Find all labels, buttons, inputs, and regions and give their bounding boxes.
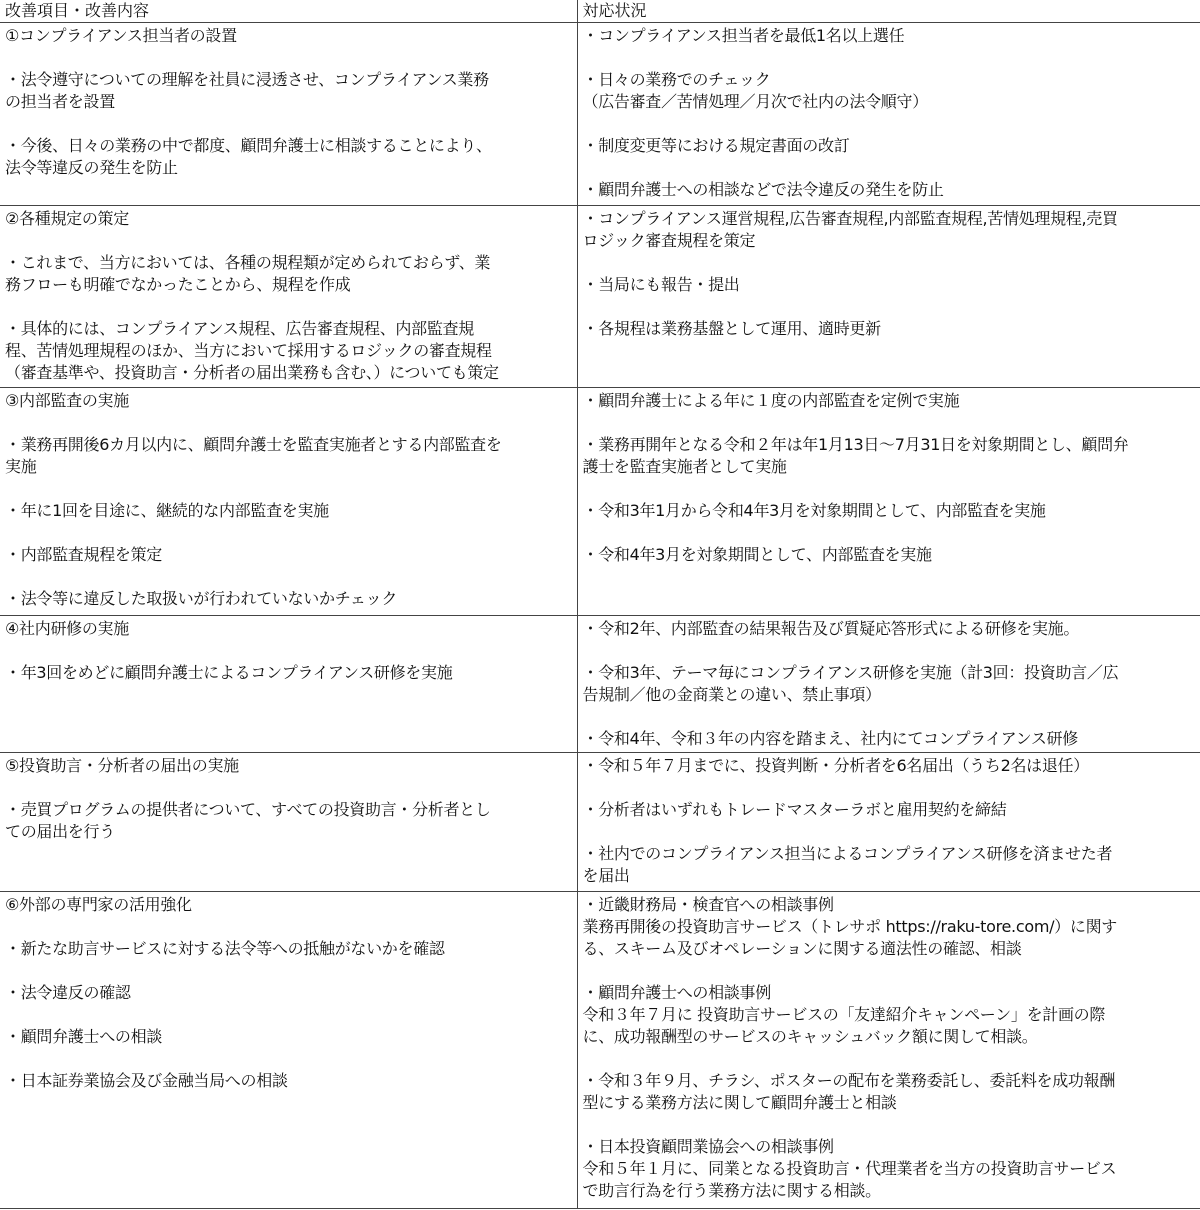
text-line bbox=[5, 113, 573, 135]
improvement-cell bbox=[0, 892, 577, 1209]
text-line: 程、苦情処理規程のほか、当方において採用するロジックの審査規程 bbox=[5, 341, 492, 360]
improvement-cell bbox=[0, 753, 577, 892]
text-line bbox=[5, 478, 573, 500]
text-line bbox=[583, 296, 1197, 318]
text-line bbox=[583, 777, 1197, 799]
text-line: ・日本証券業協会及び金融当局への相談 bbox=[5, 1071, 288, 1090]
text-line: 実施 bbox=[5, 457, 37, 476]
text-line: （審査基準や、投資助言・分析者の届出業務も含む、）についても策定 bbox=[5, 363, 499, 382]
text-line: ・令和2年、内部監査の結果報告及び質疑応答形式による研修を実施。 bbox=[582, 619, 1080, 638]
text-line: ⑤投資助言・分析者の届出の実施 bbox=[5, 756, 239, 775]
text-line: 務フローも明確でなかったことから、規程を作成 bbox=[5, 275, 351, 294]
text-line: ・各規程は業務基盤として運用、適時更新 bbox=[582, 319, 881, 338]
text-line bbox=[5, 777, 573, 799]
status-cell bbox=[577, 206, 1200, 388]
text-line: ・コンプライアンス運営規程,広告審査規程,内部監査規程,苦情処理規程,売買 bbox=[582, 209, 1118, 228]
text-line: ・令和3年、テーマ毎にコンプライアンス研修を実施（計3回：投資助言／広 bbox=[582, 663, 1119, 682]
table-row bbox=[0, 206, 1200, 388]
table-row bbox=[0, 616, 1200, 753]
text-line: ・これまで、当方においては、各種の規程類が定められておらず、業 bbox=[5, 253, 491, 272]
status-cell bbox=[577, 23, 1200, 206]
improvement-cell bbox=[0, 388, 577, 616]
text-line: ・業務再開年となる令和２年は年1月13日〜7月31日を対象期間とし、顧問弁 bbox=[582, 435, 1129, 454]
text-line: ・日々の業務でのチェック bbox=[582, 70, 771, 89]
status-cell bbox=[577, 616, 1200, 753]
text-line: に、成功報酬型のサービスのキャッシュバック額に関して相談。 bbox=[582, 1027, 1038, 1046]
text-line: ・具体的には、コンプライアンス規程、広告審査規程、内部監査規 bbox=[5, 319, 474, 338]
text-line bbox=[583, 1114, 1197, 1136]
text-line: ・社内でのコンプライアンス担当によるコンプライアンス研修を済ませた者 bbox=[582, 844, 1113, 863]
text-line bbox=[583, 412, 1197, 434]
text-line bbox=[583, 113, 1197, 135]
text-line bbox=[583, 640, 1197, 662]
text-line: ・新たな助言サービスに対する法令等への抵触がないかを確認 bbox=[5, 939, 445, 958]
text-line: ・今後、日々の業務の中で都度、顧問弁護士に相談することにより、 bbox=[5, 136, 492, 155]
text-line bbox=[5, 230, 573, 252]
text-line bbox=[583, 47, 1197, 69]
text-line: ・令和５年７月までに、投資判断・分析者を6名届出（うち2名は退任） bbox=[582, 756, 1089, 775]
text-line bbox=[5, 1048, 573, 1070]
text-line: ・顧問弁護士への相談などで法令違反の発生を防止 bbox=[582, 180, 944, 199]
table-row bbox=[0, 892, 1200, 1209]
text-line bbox=[5, 566, 573, 588]
text-line bbox=[583, 1048, 1197, 1070]
text-line: ①コンプライアンス担当者の設置 bbox=[5, 26, 237, 45]
status-cell bbox=[577, 388, 1200, 616]
text-line: ・顧問弁護士による年に１度の内部監査を定例で実施 bbox=[582, 391, 960, 410]
text-line bbox=[5, 916, 573, 938]
text-line: ・顧問弁護士への相談 bbox=[5, 1027, 163, 1046]
text-line: ・法令違反の確認 bbox=[5, 983, 131, 1002]
text-line: 護士を監査実施者として実施 bbox=[582, 457, 787, 476]
text-line: ・当局にも報告・提出 bbox=[582, 275, 740, 294]
text-line: （広告審査／苦情処理／月次で社内の法令順守） bbox=[582, 92, 928, 111]
text-line: を届出 bbox=[582, 866, 630, 885]
text-line: ②各種規定の策定 bbox=[5, 209, 129, 228]
text-line: 業務再開後の投資助言サービス（トレサポ https://raku-tore.com/）に関す bbox=[582, 917, 1117, 936]
text-line bbox=[5, 1004, 573, 1026]
status-cell bbox=[577, 892, 1200, 1209]
text-line: ・制度変更等における規定書面の改訂 bbox=[582, 136, 850, 155]
text-line bbox=[5, 412, 573, 434]
text-line: ・日本投資顧問業協会への相談事例 bbox=[582, 1137, 834, 1156]
text-line bbox=[583, 157, 1197, 179]
text-line: ④社内研修の実施 bbox=[5, 619, 129, 638]
text-line: ・年に1回を目途に、継続的な内部監査を実施 bbox=[5, 501, 329, 520]
text-line: ・顧問弁護士への相談事例 bbox=[582, 983, 771, 1002]
text-line bbox=[5, 640, 573, 662]
status-cell bbox=[577, 753, 1200, 892]
text-line bbox=[583, 478, 1197, 500]
text-line: ロジック審査規程を策定 bbox=[582, 231, 756, 250]
text-line: ・業務再開後6カ月以内に、顧問弁護士を監査実施者とする内部監査を bbox=[5, 435, 502, 454]
text-line: ・法令遵守についての理解を社員に浸透させ、コンプライアンス業務 bbox=[5, 70, 489, 89]
text-line: ③内部監査の実施 bbox=[5, 391, 129, 410]
text-line: 令和３年７月に 投資助言サービスの「友達紹介キャンペーン」を計画の際 bbox=[582, 1005, 1106, 1024]
text-line bbox=[583, 252, 1197, 274]
text-line: ・分析者はいずれもトレードマスターラボと雇用契約を締結 bbox=[582, 800, 1007, 819]
text-line: 型にする業務方法に関して顧問弁護士と相談 bbox=[582, 1093, 897, 1112]
text-line bbox=[5, 296, 573, 318]
improvement-cell bbox=[0, 616, 577, 753]
header-response-status: 対応状況 bbox=[577, 0, 1200, 23]
text-line bbox=[583, 522, 1197, 544]
text-line: ての届出を行う bbox=[5, 822, 115, 841]
improvement-cell bbox=[0, 206, 577, 388]
text-line bbox=[583, 821, 1197, 843]
table-row bbox=[0, 388, 1200, 616]
text-line bbox=[583, 960, 1197, 982]
table-row bbox=[0, 23, 1200, 206]
text-line bbox=[5, 47, 573, 69]
text-line: ・令和3年1月から令和4年3月を対象期間として、内部監査を実施 bbox=[582, 501, 1046, 520]
table-row bbox=[0, 753, 1200, 892]
text-line: ・令和３年９月、チラシ、ポスターの配布を業務委託し、委託料を成功報酬 bbox=[582, 1071, 1116, 1090]
text-line bbox=[5, 522, 573, 544]
header-improvement-items: 改善項目・改善内容 bbox=[0, 0, 577, 23]
text-line: ・売買プログラムの提供者について、すべての投資助言・分析者とし bbox=[5, 800, 491, 819]
text-line bbox=[5, 960, 573, 982]
text-line: ・令和4年、令和３年の内容を踏まえ、社内にてコンプライアンス研修 bbox=[582, 729, 1078, 748]
text-line: ・年3回をめどに顧問弁護士によるコンプライアンス研修を実施 bbox=[5, 663, 453, 682]
text-line: 法令等違反の発生を防止 bbox=[5, 158, 178, 177]
text-line: ⑥外部の専門家の活用強化 bbox=[5, 895, 192, 914]
text-line: ・コンプライアンス担当者を最低1名以上選任 bbox=[582, 26, 905, 45]
text-line: 告規制／他の金商業との違い、禁止事項） bbox=[582, 685, 881, 704]
text-line: で助言行為を行う業務方法に関する相談。 bbox=[582, 1181, 881, 1200]
improvement-cell bbox=[0, 23, 577, 206]
text-line: る、スキーム及びオペレーションに関する適法性の確認、相談 bbox=[582, 939, 1022, 958]
text-line: の担当者を設置 bbox=[5, 92, 115, 111]
table-header-row bbox=[0, 0, 1200, 23]
text-line: ・法令等に違反した取扱いが行われていないかチェック bbox=[5, 589, 398, 608]
text-line: 令和５年１月に、同業となる投資助言・代理業者を当方の投資助言サービス bbox=[582, 1159, 1117, 1178]
text-line: ・令和4年3月を対象期間として、内部監査を実施 bbox=[582, 545, 932, 564]
text-line: ・近畿財務局・検査官への相談事例 bbox=[582, 895, 834, 914]
text-line: ・内部監査規程を策定 bbox=[5, 545, 163, 564]
text-line bbox=[583, 706, 1197, 728]
